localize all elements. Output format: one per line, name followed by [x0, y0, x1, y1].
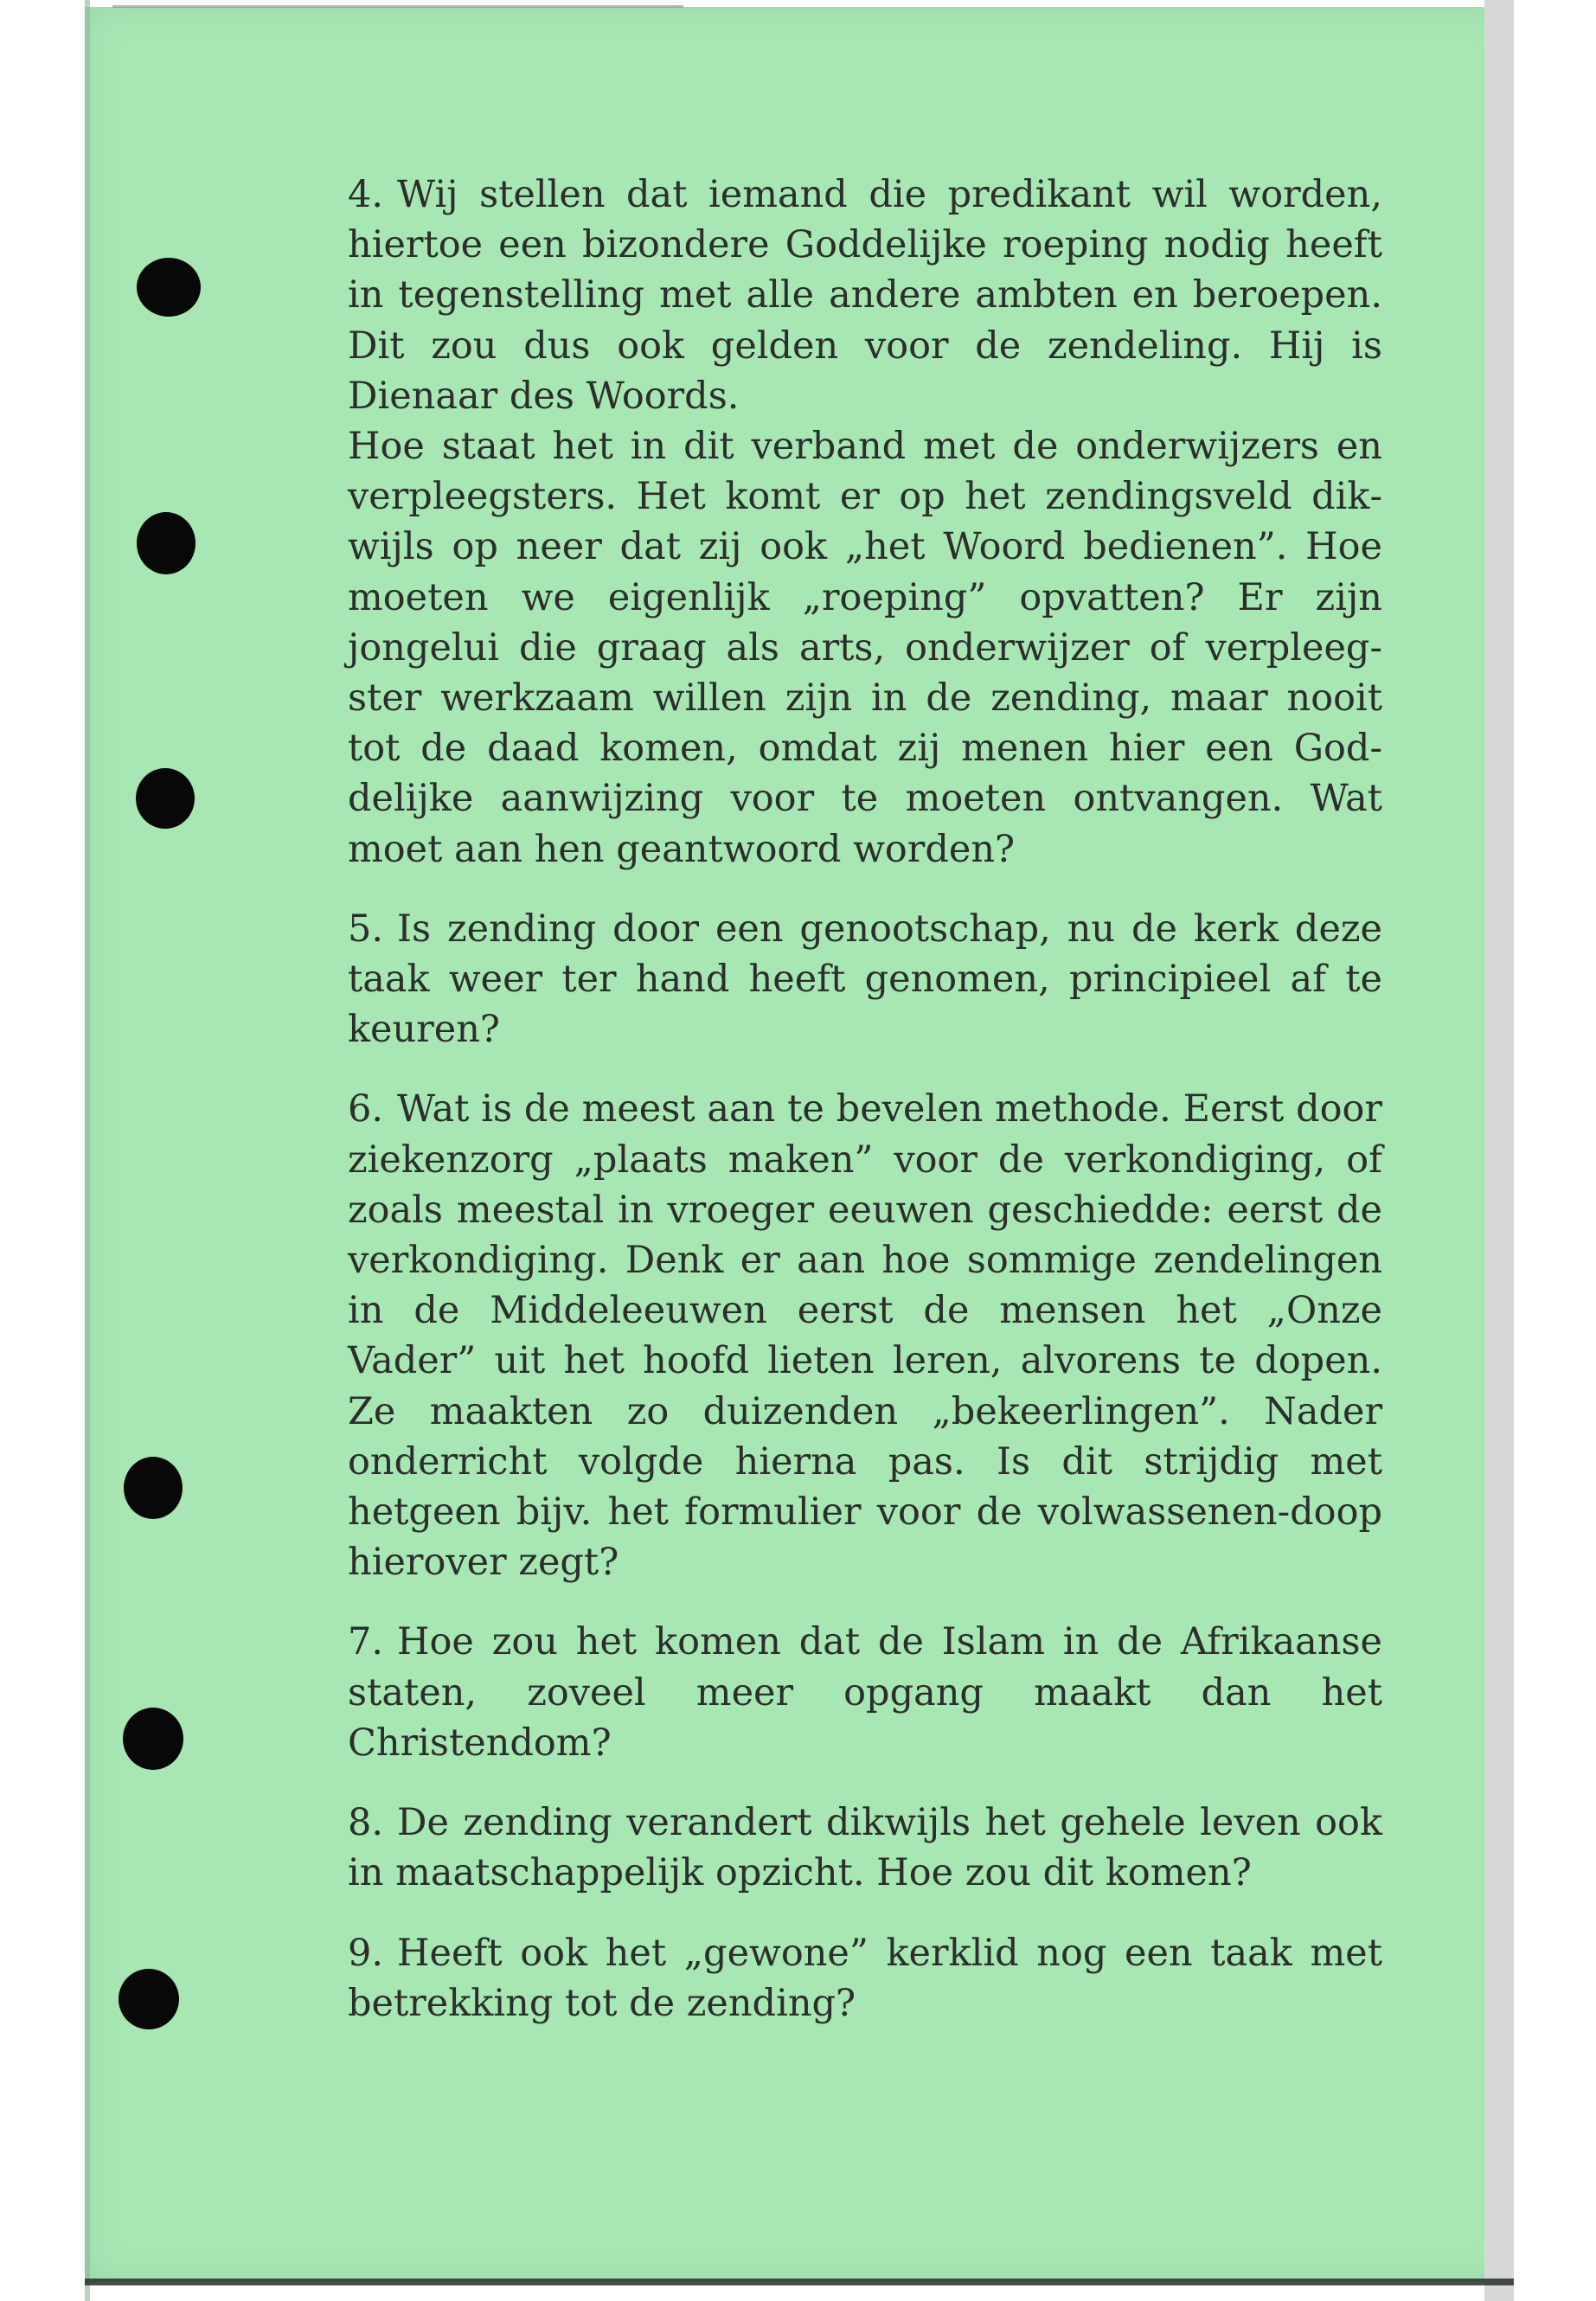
punch-hole-5: [123, 1708, 183, 1770]
question-9: [348, 1928, 1382, 2029]
question-5-number: 5.: [348, 907, 384, 951]
question-8: [348, 1798, 1382, 1898]
punch-hole-3: [136, 768, 195, 829]
question-list: [348, 170, 1382, 2029]
page-left-edge: [85, 0, 90, 2301]
question-9-text: Heeft ook het „gewone” kerklid nog een taak met betrekking tot de zending?: [348, 1931, 1382, 2025]
punch-hole-4: [124, 1457, 183, 1519]
punch-hole-1: [137, 258, 201, 317]
question-5-text: Is zending door een genootschap, nu de kerk deze taak weer ter hand heeft genomen, principieel af te keuren?: [348, 907, 1382, 1052]
question-6-number: 6.: [348, 1087, 384, 1131]
question-8-text: De zending verandert dikwijls het gehele leven ook in maatschappelijk opzicht. Hoe zou dit komen?: [348, 1801, 1382, 1895]
question-8-number: 8.: [348, 1801, 384, 1845]
question-5: [348, 904, 1382, 1055]
page-right-edge: [1484, 0, 1514, 2301]
question-4-text: Wij stellen dat iemand die predikant wil worden, hiertoe een bizondere Goddelijke roeping nodig heeft in tegenstelling met alle andere ambten en beroepen. Dit zou dus ook gelden voor de zendeling. Hij is Dienaar des Woords.: [348, 173, 1382, 418]
punch-hole-2: [137, 512, 195, 574]
question-6: [348, 1084, 1382, 1587]
question-9-number: 9.: [348, 1931, 384, 1975]
question-4-continuation: Hoe staat het in dit verband met de onderwijzers en verpleegsters. Het komt er op het zendingsveld dikwijls op neer dat zij ook „het Woord bedienen”. Hoe moeten we eigenlijk „roeping” opvatten? Er zijn jongelui die graag als arts, onderwijzer of verpleegster werkzaam willen zijn in de zending, maar nooit tot de daad komen, omdat zij menen hier een Goddelijke aanwijzing voor te moeten ontvangen. Wat moet aan hen geantwoord worden?: [348, 425, 1382, 871]
question-6-text: Wat is de meest aan te bevelen methode. Eerst door ziekenzorg „plaats maken” voor de verkondiging, of zoals meestal in vroeger eeuwen geschiedde: eerst de verkondiging. Denk er aan hoe sommige zendelingen in de Middeleeuwen eerst de mensen het „Onze Vader” uit het hoofd lieten leren, alvorens te dopen. Ze maakten zo duizenden „bekeerlingen”. Nader onderricht volgde hierna pas. Is dit strijdig met hetgeen bijv. het formulier voor de volwassenen-doop hierover zegt?: [348, 1087, 1382, 1585]
question-4-number: 4.: [348, 173, 384, 216]
question-7-text: Hoe zou het komen dat de Islam in de Afrikaanse staten, zoveel meer opgang maakt dan het Christendom?: [348, 1620, 1382, 1765]
page-bottom-edge: [85, 2279, 1514, 2285]
page-top-edge: [112, 5, 683, 8]
punch-hole-6: [119, 1969, 179, 2029]
question-4: [348, 170, 1382, 421]
question-7: [348, 1617, 1382, 1768]
question-7-number: 7.: [348, 1620, 384, 1664]
